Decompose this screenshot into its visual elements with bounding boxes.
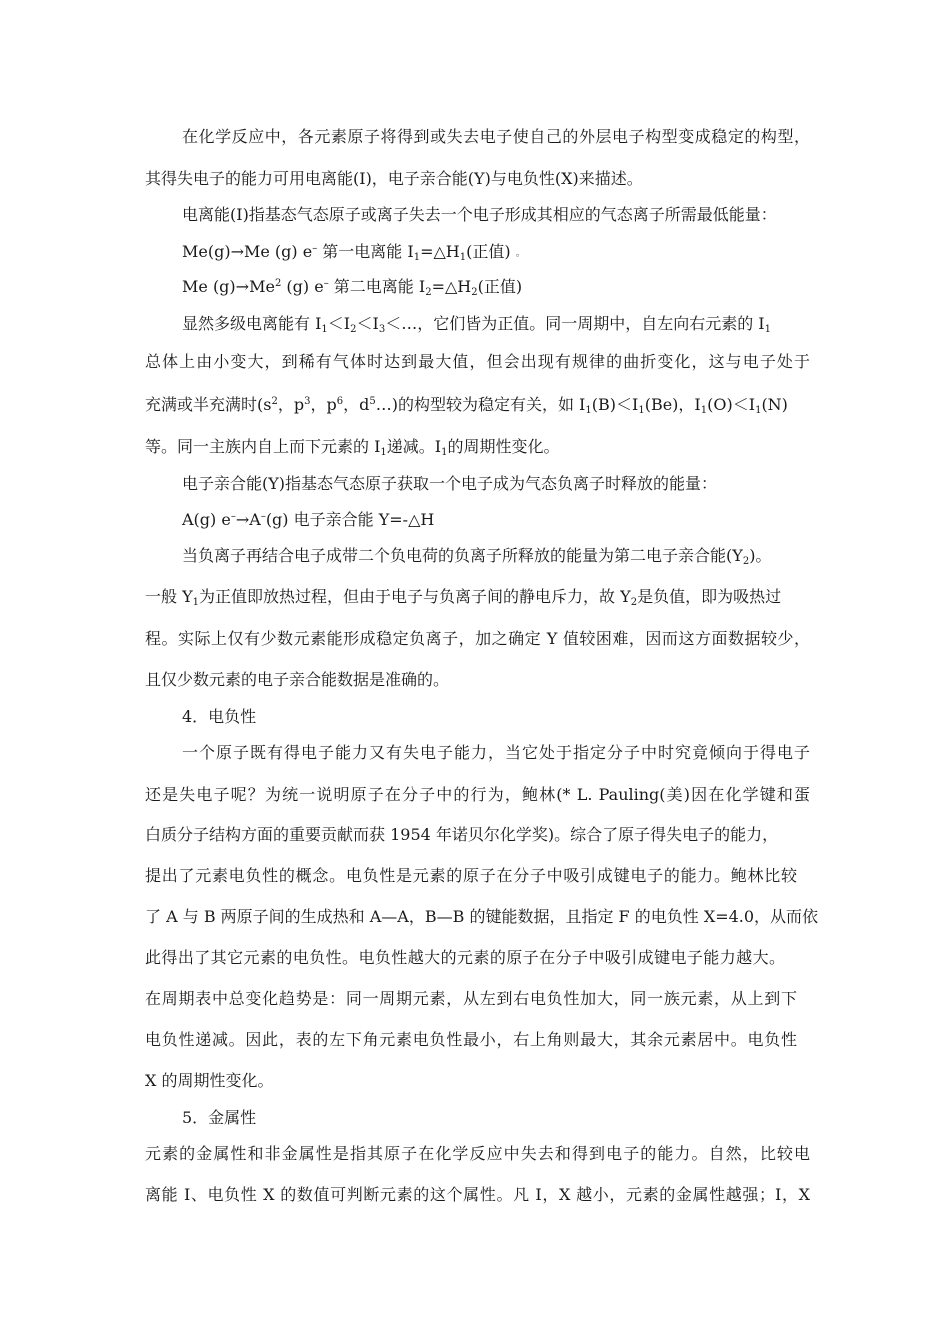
paragraph-line: 当负离子再结合电子成带二个负电荷的负离子所释放的能量为第二电子亲合能$(Y_2)$。 — [182, 546, 772, 567]
paragraph-line: 电离能(I)指基态气态原子或离子失去一个电子形成其相应的气态离子所需最低能量： — [182, 205, 777, 224]
paragraph-line: 离能 I、电负性 X 的数值可判断元素的这个属性。凡 I，X 越小，元素的金属性越强；I，X — [145, 1185, 810, 1204]
paragraph-line: 等。同一主族内自上而下元素的 $I_1$递减。$I_1$的周期性变化。 — [145, 437, 560, 458]
paragraph-line: 一个原子既有得电子能力又有失电子能力，当它处于指定分子中时究竟倾向于得电子 — [182, 743, 810, 762]
paragraph-line: X 的周期性变化。 — [145, 1071, 274, 1090]
paragraph-line: 在周期表中总变化趋势是：同一周期元素，从左到右电负性加大，同一族元素，从上到下 — [145, 989, 797, 1008]
paragraph-line: 其得失电子的能力可用电离能(I)，电子亲合能(Y)与电负性(X)来描述。 — [145, 169, 643, 188]
equation-second-ionization: Me $(g)\to Me^2$ (g) e– 第二电离能 $I_2=\triangle H_2$(正值) — [182, 277, 523, 298]
equation-electron-affinity: A(g) e–→A–(g) 电子亲合能 Y=-△H — [182, 510, 435, 529]
paragraph-line: 元素的金属性和非金属性是指其原子在化学反应中失去和得到电子的能力。自然，比较电 — [145, 1144, 810, 1163]
paragraph-line: 在化学反应中，各元素原子将得到或失去电子使自己的外层电子构型变成稳定的构型， — [182, 127, 810, 146]
paragraph-line: 且仅少数元素的电子亲合能数据是准确的。 — [145, 670, 450, 689]
paragraph-line: 显然多级电离能有 $I_1<I_2<I_3<\dots$，它们皆为正值。同一周期中，自左向右元素的 $I_1$ — [182, 314, 771, 335]
paragraph-line: 此得出了其它元素的电负性。电负性越大的元素的原子在分子中吸引成键电子能力越大。 — [145, 948, 785, 967]
section-heading: 5．金属性 — [182, 1108, 257, 1127]
paragraph-line: 电负性递减。因此，表的左下角元素电负性最小，右上角则最大，其余元素居中。电负性 — [145, 1030, 797, 1049]
paragraph-line: 充满或半充满时($s^2$，$p^3$，$p^6$，$d^5\dots$)的构型较为稳定有关，如 $I_1(B)<I_1(Be)$，$I_1(O)<I_1(N)$ — [145, 395, 788, 416]
paragraph-line: 白质分子结构方面的重要贡献而获 1954 年诺贝尔化学奖)。综合了原子得失电子的能力， — [145, 825, 779, 844]
paragraph-line: 提出了元素电负性的概念。电负性是元素的原子在分子中吸引成键电子的能力。鲍林比较 — [145, 866, 797, 885]
paragraph-line: 电子亲合能(Y)指基态气态原子获取一个电子成为气态负离子时释放的能量： — [182, 474, 718, 493]
paragraph-line: 还是失电子呢？为统一说明原子在分子中的行为，鲍林(* L. Pauling(美)因在化学键和蛋 — [145, 785, 810, 804]
paragraph-line: 总体上由小变大，到稀有气体时达到最大值，但会出现有规律的曲折变化，这与电子处于 — [145, 352, 810, 371]
paragraph-line: 了 A 与 B 两原子间的生成热和 A—A，B—B 的键能数据，且指定 F 的电负性 X=4.0，从而依 — [145, 907, 819, 926]
section-heading: 4．电负性 — [182, 707, 257, 726]
equation-first-ionization: Me(g)→Me (g) e– 第一电离能 $I_1=\triangle H_1$(正值) 。 — [182, 242, 526, 263]
paragraph-line: 程。实际上仅有少数元素能形成稳定负离子，加之确定 Y 值较困难，因而这方面数据较少， — [145, 629, 810, 648]
paragraph-line: 一般 $Y_1$为正值即放热过程，但由于电子与负离子间的静电斥力，故 $Y_2$是负值，即为吸热过 — [145, 587, 782, 608]
